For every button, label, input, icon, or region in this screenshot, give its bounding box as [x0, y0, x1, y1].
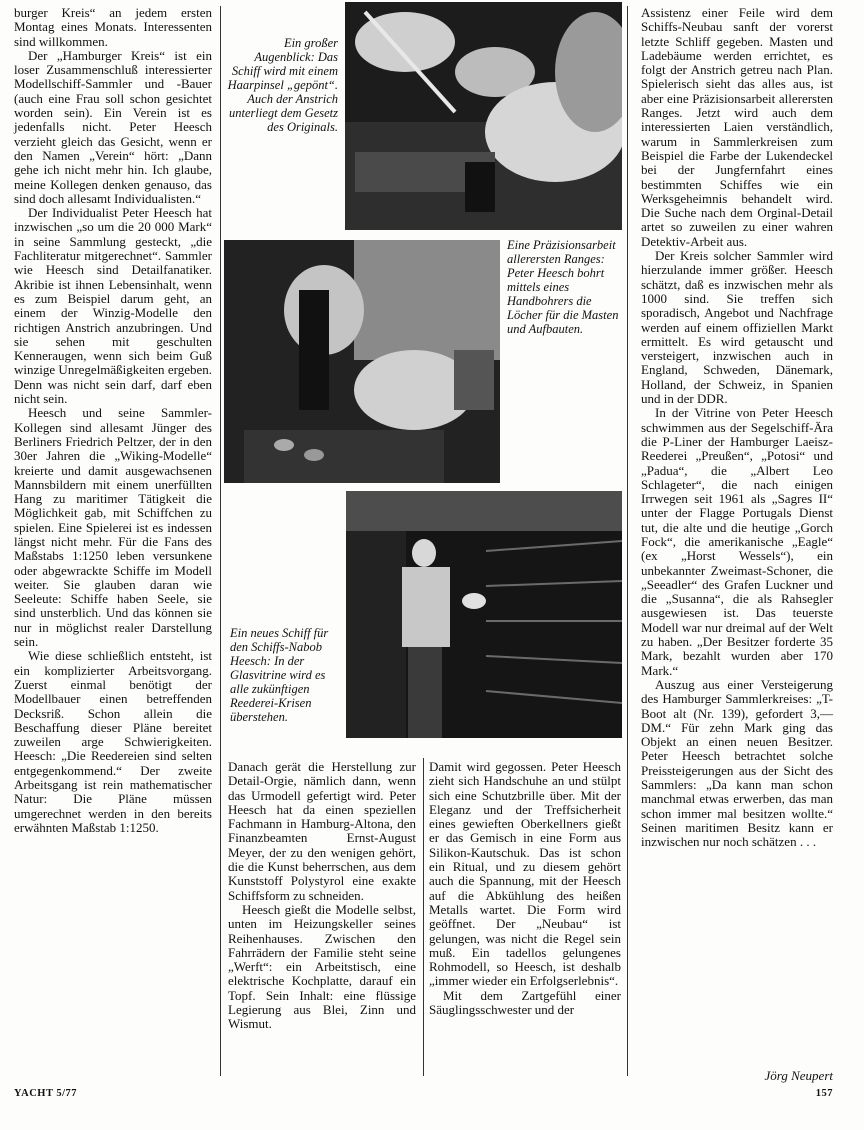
- photo-caption-3: Ein neues Schiff für den Schiffs-Nabob Heesch: In der Glasvitrine wird es alle zukünftigen Reederei-Krisen überstehen.: [230, 626, 329, 724]
- paragraph: Assistenz einer Feile wird dem Schiffs-Neubau sanft der vorerst letzte Schliff gegeben. Masten und Ladebäume werden errichtet, es folgt der Anstrich getreu nach Plan. Spielerisch sieht das alles aus, ist aber eine Präzisionsarbeit allerersten Ranges. Jetzt wird auch dem interessierten Laien verständlich, warum in Sammlerkreisen zum Beispiel die Farbe der Lukendeckel bei der Jungfernfahrt eines bestimmten Schiffes wie ein Werksgeheimnis behandelt wird. Die Suche nach dem Orginal-Detail artet so zuweilen zu einer wahren Detektiv-Arbeit aus.: [641, 5, 833, 249]
- paragraph: burger Kreis“ an jedem ersten Montag eines Monats. Interessenten sind willkommen.: [14, 5, 212, 49]
- paragraph: Der Individualist Peter Heesch hat inzwischen „so um die 20 000 Mark“ in seine Sammlung gesteckt, „die Fachliteratur mitgerechnet“. Sammler wie Heesch sind Detailfanatiker. Akribie ist ihnen Lebensinhalt, wenn es zum Beispiel darum geht, an einem der Winzig-Modelle den richtigen Anstrich anzubringen. Und sie sehen mit geschulten Kenneraugen, wenn sich beim Guß winzige Unregelmäßigkeiten ergeben. Denn was nicht sein darf, darf eben nicht sein.: [14, 205, 212, 407]
- paragraph: Auszug aus einer Versteigerung des Hamburger Sammlerkreises: „T-Boot alt (Nr. 139), gefordert 3,— DM.“ Für zehn Mark ging das Objekt an einen neuen Besitzer. Peter Heesch betrachtet solche Preissteigerungen aus der Sicht des Sammlers: „Da kann man schon manchmal etwas erwerben, das man schon immer mal besitzen wollte.“ Seinen maritimen Besitz kann er inzwischen nur noch schätzen . . .: [641, 676, 833, 850]
- author-name: Jörg Neupert: [764, 1068, 833, 1083]
- column-1: [14, 6, 212, 835]
- paragraph: Der „Hamburger Kreis“ ist ein loser Zusammenschluß interessierter Modellschiff-Sammler und -Bauer (auch eine Frau soll schon gesichtet worden sein). Ein Verein ist es jedenfalls nicht. Peter Heesch verzieht gleich das Gesicht, wenn er den Namen „Verein“ hört: „Dann gehe ich nicht mehr hin. Ich glaube, meine Kollegen denken genauso, das sind doch allesamt Individualisten.“: [14, 47, 212, 206]
- column-4: [641, 6, 833, 850]
- photo-caption-1: Ein großer Augenblick: Das Schiff wird mit einem Haarpinsel „gepönt“. Auch der Anstrich unterliegt dem Gesetz des Originals.: [227, 36, 338, 134]
- paragraph: In der Vitrine von Peter Heesch schwimmen aus der Segelschiff-Ära die P-Liner der Hamburger Laeisz-Reederei „Preußen“, „Potosi“ und „Padua“, die „Albert Leo Schlageter“, die nach einigen Irrwegen seit 1961 als „Sagres II“ unter der Flagge Portugals Dienst tut, die alte und die heutige „Gorch Fock“, die amerikanische „Eagle“ (ex „Horst Wessels“), ein unbekannter Zweimast-Schoner, die „Seeadler“ des Grafen Luckner und die „Susanna“, die als Rahsegler ausgewiesen ist. Das teuerste Modell war nur dreimal auf der Welt zu haben. „Der Besitzer forderte 35 Mark, bezahlt wurden aber 170 Mark.“: [641, 405, 833, 678]
- paragraph: Damit wird gegossen. Peter Heesch zieht sich Handschuhe an und stülpt sich eine Schutzbrille über. Mit der Eleganz und der Treffsicherheit eines gewieften Oberkellners gießt er das Gemisch in eine Form aus Silikon-Kautschuk. Das ist schon ein Ritual, und zu diesem gehört auch die Spannung, mit der Heesch auf die Abkühlung des heißen Metalls wartet. Die Form wird geöffnet. Der „Neubau“ ist gelungen, was nicht die Regel sein muß. Ein tadellos gelungenes Rohmodell, so Heesch, ist deshalb „immer wieder ein Erfolgserlebnis“.: [429, 759, 621, 989]
- photo-drilling: [224, 240, 500, 483]
- column-divider: [627, 6, 628, 1076]
- column-divider: [423, 758, 424, 1076]
- paragraph: Heesch gießt die Modelle selbst, unten im Heizungskeller seines Reihenhauses. Zwischen den Fahrrädern der Familie steht seine „Werft“: ein Arbeitstisch, eine elektrische Kochplatte, darauf ein Topf. Sein Inhalt: eine flüssige Legierung aus Blei, Zinn und Wismut.: [228, 901, 416, 1032]
- paragraph: Der Kreis solcher Sammler wird hierzulande immer größer. Heesch schätzt, daß es inzwischen mehr als 1000 sind. Sie treffen sich sporadisch, Angebot und Nachfrage werden auf einem offiziellen Markt ermittelt. Es wird getauscht und versteigert, inzwischen auch in England, Schweden, Dänemark, Holland, der Schweiz, in Spanien und in der DDR.: [641, 248, 833, 407]
- magazine-issue: YACHT 5/77: [14, 1088, 78, 1099]
- paragraph: Wie diese schließlich entsteht, ist ein komplizierter Arbeitsvorgang. Zuerst einmal benötigt der Modellbauer einen betreffenden Decksriß. Schon allein die Beschaffung dieser Pläne bereitet zuweilen arge Schwierigkeiten. Heesch: „Die Reedereien sind selten entgegenkommend.“ Der zweite Arbeitsgang ist rein mathematischer Natur: Die Pläne müssen umgerechnet werden in den bereits erwähnten Maßstab 1:1250.: [14, 648, 212, 835]
- photo-showcase: [346, 491, 622, 738]
- photo-painting-ship: [345, 2, 622, 230]
- photo-caption-2: Eine Präzisionsarbeit allerersten Ranges: Peter Heesch bohrt mittels eines Handbohrers die Löcher für die Masten und Aufbauten.: [507, 238, 619, 336]
- page-number: 157: [815, 1088, 833, 1099]
- column-2: [228, 760, 416, 1032]
- paragraph: Heesch und seine Sammler-Kollegen sind allesamt Jünger des Berliners Friedrich Peltzer, der in den 30er Jahren die „Wiking-Modelle“ kreierte und damit ausgewachsenen Mannsbildern mit einem unerfüllten Hang zu maritimer Tätigkeit die Möglichkeit gab, mit Schiffchen zu spielen. Eine Spielerei ist es indessen längst nicht mehr. Für die Fans des Maßstabs 1:1250 leben versunkene oder abgewrackte Schiffe im Modell weiter. Sie glauben daran wie Seeleute: Schiffe haben Seele, sie sind unsterblich. Und das können sie nur in möglichst realer Darstellung sein.: [14, 405, 212, 650]
- paragraph: Mit dem Zartgefühl einer Säuglingsschwester und der: [429, 987, 621, 1018]
- column-3: [429, 760, 621, 1017]
- column-divider: [220, 6, 221, 1076]
- paragraph: Danach gerät die Herstellung zur Detail-Orgie, nämlich dann, wenn das Urmodell gefertigt wird. Peter Heesch hat da einen speziellen Fachmann in Hamburg-Altona, den Finanzbeamten Ernst-August Meyer, der zu den wenigen gehört, die die Kunst beherrschen, aus dem Kunststoff Polystyrol eine exakte Schiffsform zu schneiden.: [228, 759, 416, 903]
